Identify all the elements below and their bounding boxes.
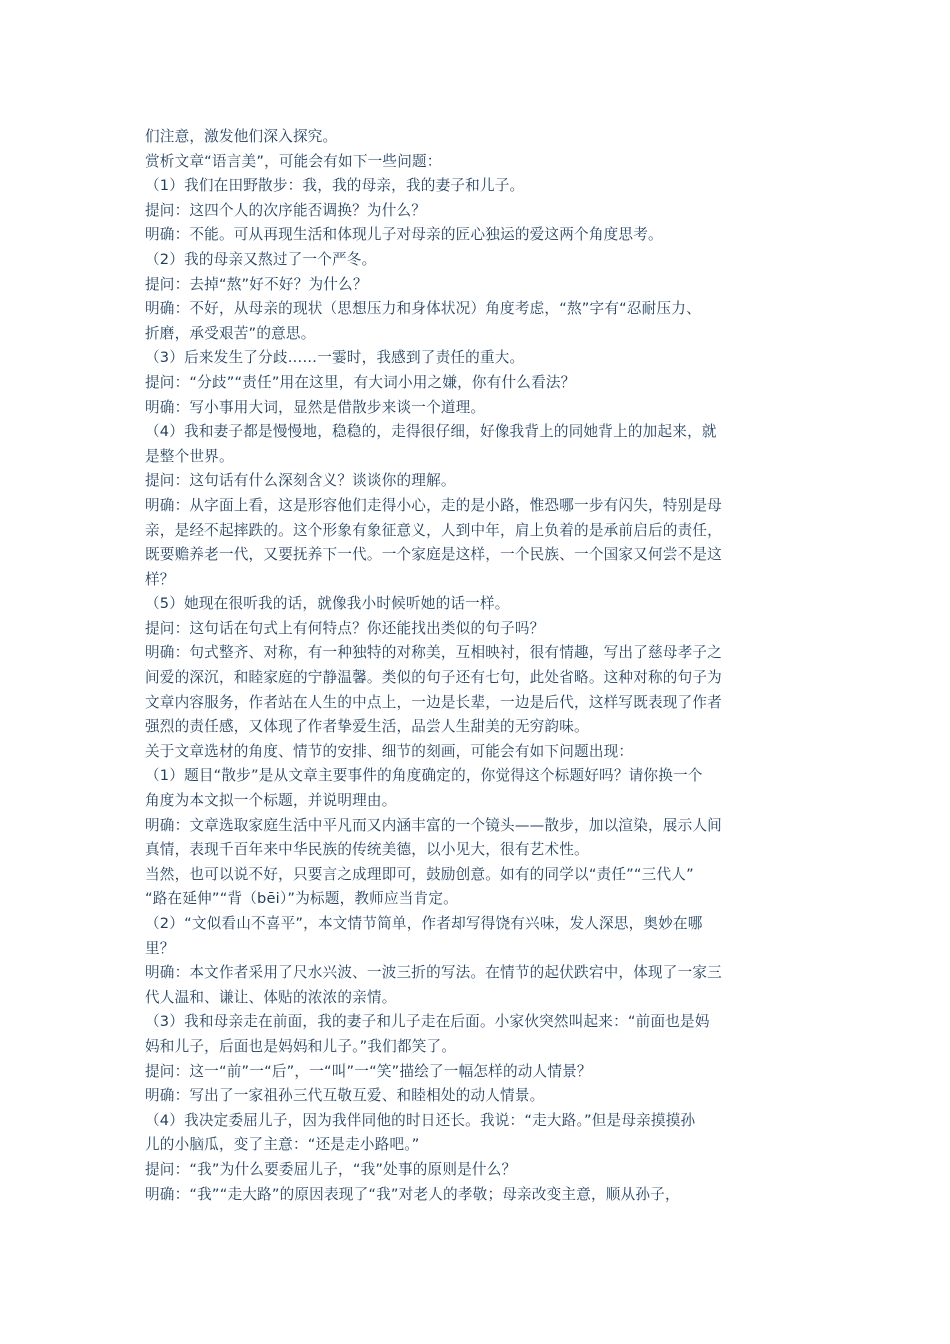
text-line: 里？ [145, 939, 175, 957]
text-line: 们注意，激发他们深入探究。 [145, 128, 338, 145]
text-line: （5）她现在很听我的话，就像我小时候听她的话一样。 [145, 595, 510, 613]
text-line: 关于文章选材的角度、情节的安排、细节的刻画，可能会有如下问题出现： [145, 742, 634, 760]
text-line: 明确：不能。可从再现生活和体现儿子对母亲的匠心独运的爱这两个角度思考。 [145, 226, 663, 244]
text-line: 提问：“我”为什么要委屈儿子，“我”处事的原则是什么？ [145, 1160, 517, 1178]
text-line: “路在延伸”“背（bēi）”为标题，教师应当肯定。 [145, 890, 458, 908]
text-line: 提问：这句话有什么深刻含义？谈谈你的理解。 [145, 472, 456, 490]
text-line: 强烈的责任感，又体现了作者挚爱生活，品尝人生甜美的无穷韵味。 [145, 718, 589, 736]
text-line: 样？ [145, 570, 175, 588]
text-line: （3）我和母亲走在前面，我的妻子和儿子走在后面。小家伙突然叫起来：“前面也是妈 [145, 1013, 710, 1031]
text-line: 代人温和、谦让、体贴的浓浓的亲情。 [145, 988, 397, 1006]
text-line: 角度为本文拟一个标题，并说明理由。 [145, 792, 397, 810]
text-line: （3）后来发生了分歧……一霎时，我感到了责任的重大。 [145, 349, 525, 367]
text-line: 妈和儿子，后面也是妈妈和儿子。”我们都笑了。 [145, 1037, 457, 1055]
text-line: 是整个世界。 [145, 447, 234, 465]
text-line: 明确：本文作者采用了尺水兴波、一波三折的写法。在情节的起伏跌宕中，体现了一家三 [145, 964, 722, 982]
text-line: （2）“文似看山不喜平”，本文情节简单，作者却写得饶有兴味，发人深思，奥妙在哪 [145, 915, 703, 932]
text-line: 真情，表现千百年来中华民族的传统美德，以小见大，很有艺术性。 [145, 841, 589, 859]
text-line: 提问：这一“前”一“后”，一“叫”一“笑”描绘了一幅怎样的动人情景？ [145, 1062, 592, 1080]
text-line: 既要赡养老一代，又要抚养下一代。一个家庭是这样，一个民族、一个国家又何尝不是这 [145, 546, 722, 564]
text-line: 提问：去掉“熬”好不好？为什么？ [145, 275, 368, 293]
text-line: 提问：“分歧”“责任”用在这里，有大词小用之嫌，你有什么看法？ [145, 373, 576, 391]
text-line: （4）我和妻子都是慢慢地，稳稳的，走得很仔细，好像我背上的同她背上的加起来，就 [145, 423, 717, 441]
text-line: 间爱的深沉，和睦家庭的宁静温馨。类似的句子还有七句，此处省略。这种对称的句子为 [145, 669, 722, 687]
text-line: （4）我决定委屈儿子，因为我伴同他的时日还长。我说：“走大路。”但是母亲摸摸孙 [145, 1111, 696, 1129]
text-line: 明确：文章选取家庭生活中平凡而又内涵丰富的一个镜头——散步，加以渲染，展示人间 [145, 816, 722, 834]
text-line: 明确：写出了一家祖孙三代互敬互爱、和睦相处的动人情景。 [145, 1087, 545, 1105]
text-line: 提问：这四个人的次序能否调换？为什么？ [145, 201, 427, 219]
text-line: 当然，也可以说不好，只要言之成理即可，鼓励创意。如有的同学以“责任”“三代人” [145, 865, 694, 883]
text-line: 明确：“我”“走大路”的原因表现了“我”对老人的孝敬；母亲改变主意，顺从孙子， [145, 1185, 680, 1203]
text-line: 明确：不好，从母亲的现状（思想压力和身体状况）角度考虑，“熬”字有“忍耐压力、 [145, 300, 701, 318]
text-line: 亲，是经不起摔跌的。这个形象有象征意义，人到中年，肩上负着的是承前启后的责任， [145, 521, 722, 539]
document-body [145, 125, 805, 1207]
text-line: 儿的小脑瓜，变了主意：“还是走小路吧。” [145, 1136, 420, 1154]
text-line: （1）我们在田野散步：我，我的母亲，我的妻子和儿子。 [145, 177, 525, 195]
text-line: 明确：写小事用大词，显然是借散步来谈一个道理。 [145, 398, 486, 416]
text-line: 明确：句式整齐、对称，有一种独特的对称美，互相映衬，很有情趣，写出了慈母孝子之 [145, 644, 722, 662]
text-line: 赏析文章“语言美”，可能会有如下一些问题： [145, 152, 442, 170]
text-line: 文章内容服务，作者站在人生的中点上，一边是长辈，一边是后代，这样写既表现了作者 [145, 693, 722, 711]
text-line: （2）我的母亲又熬过了一个严冬。 [145, 250, 377, 268]
text-line: （1）题目“散步”是从文章主要事件的角度确定的，你觉得这个标题好吗？请你换一个 [145, 767, 703, 785]
text-line: 提问：这句话在句式上有何特点？你还能找出类似的句子吗？ [145, 619, 545, 637]
text-line: 折磨，承受艰苦”的意思。 [145, 324, 316, 342]
text-line: 明确：从字面上看，这是形容他们走得小心，走的是小路，惟恐哪一步有闪失，特别是母 [145, 496, 722, 514]
